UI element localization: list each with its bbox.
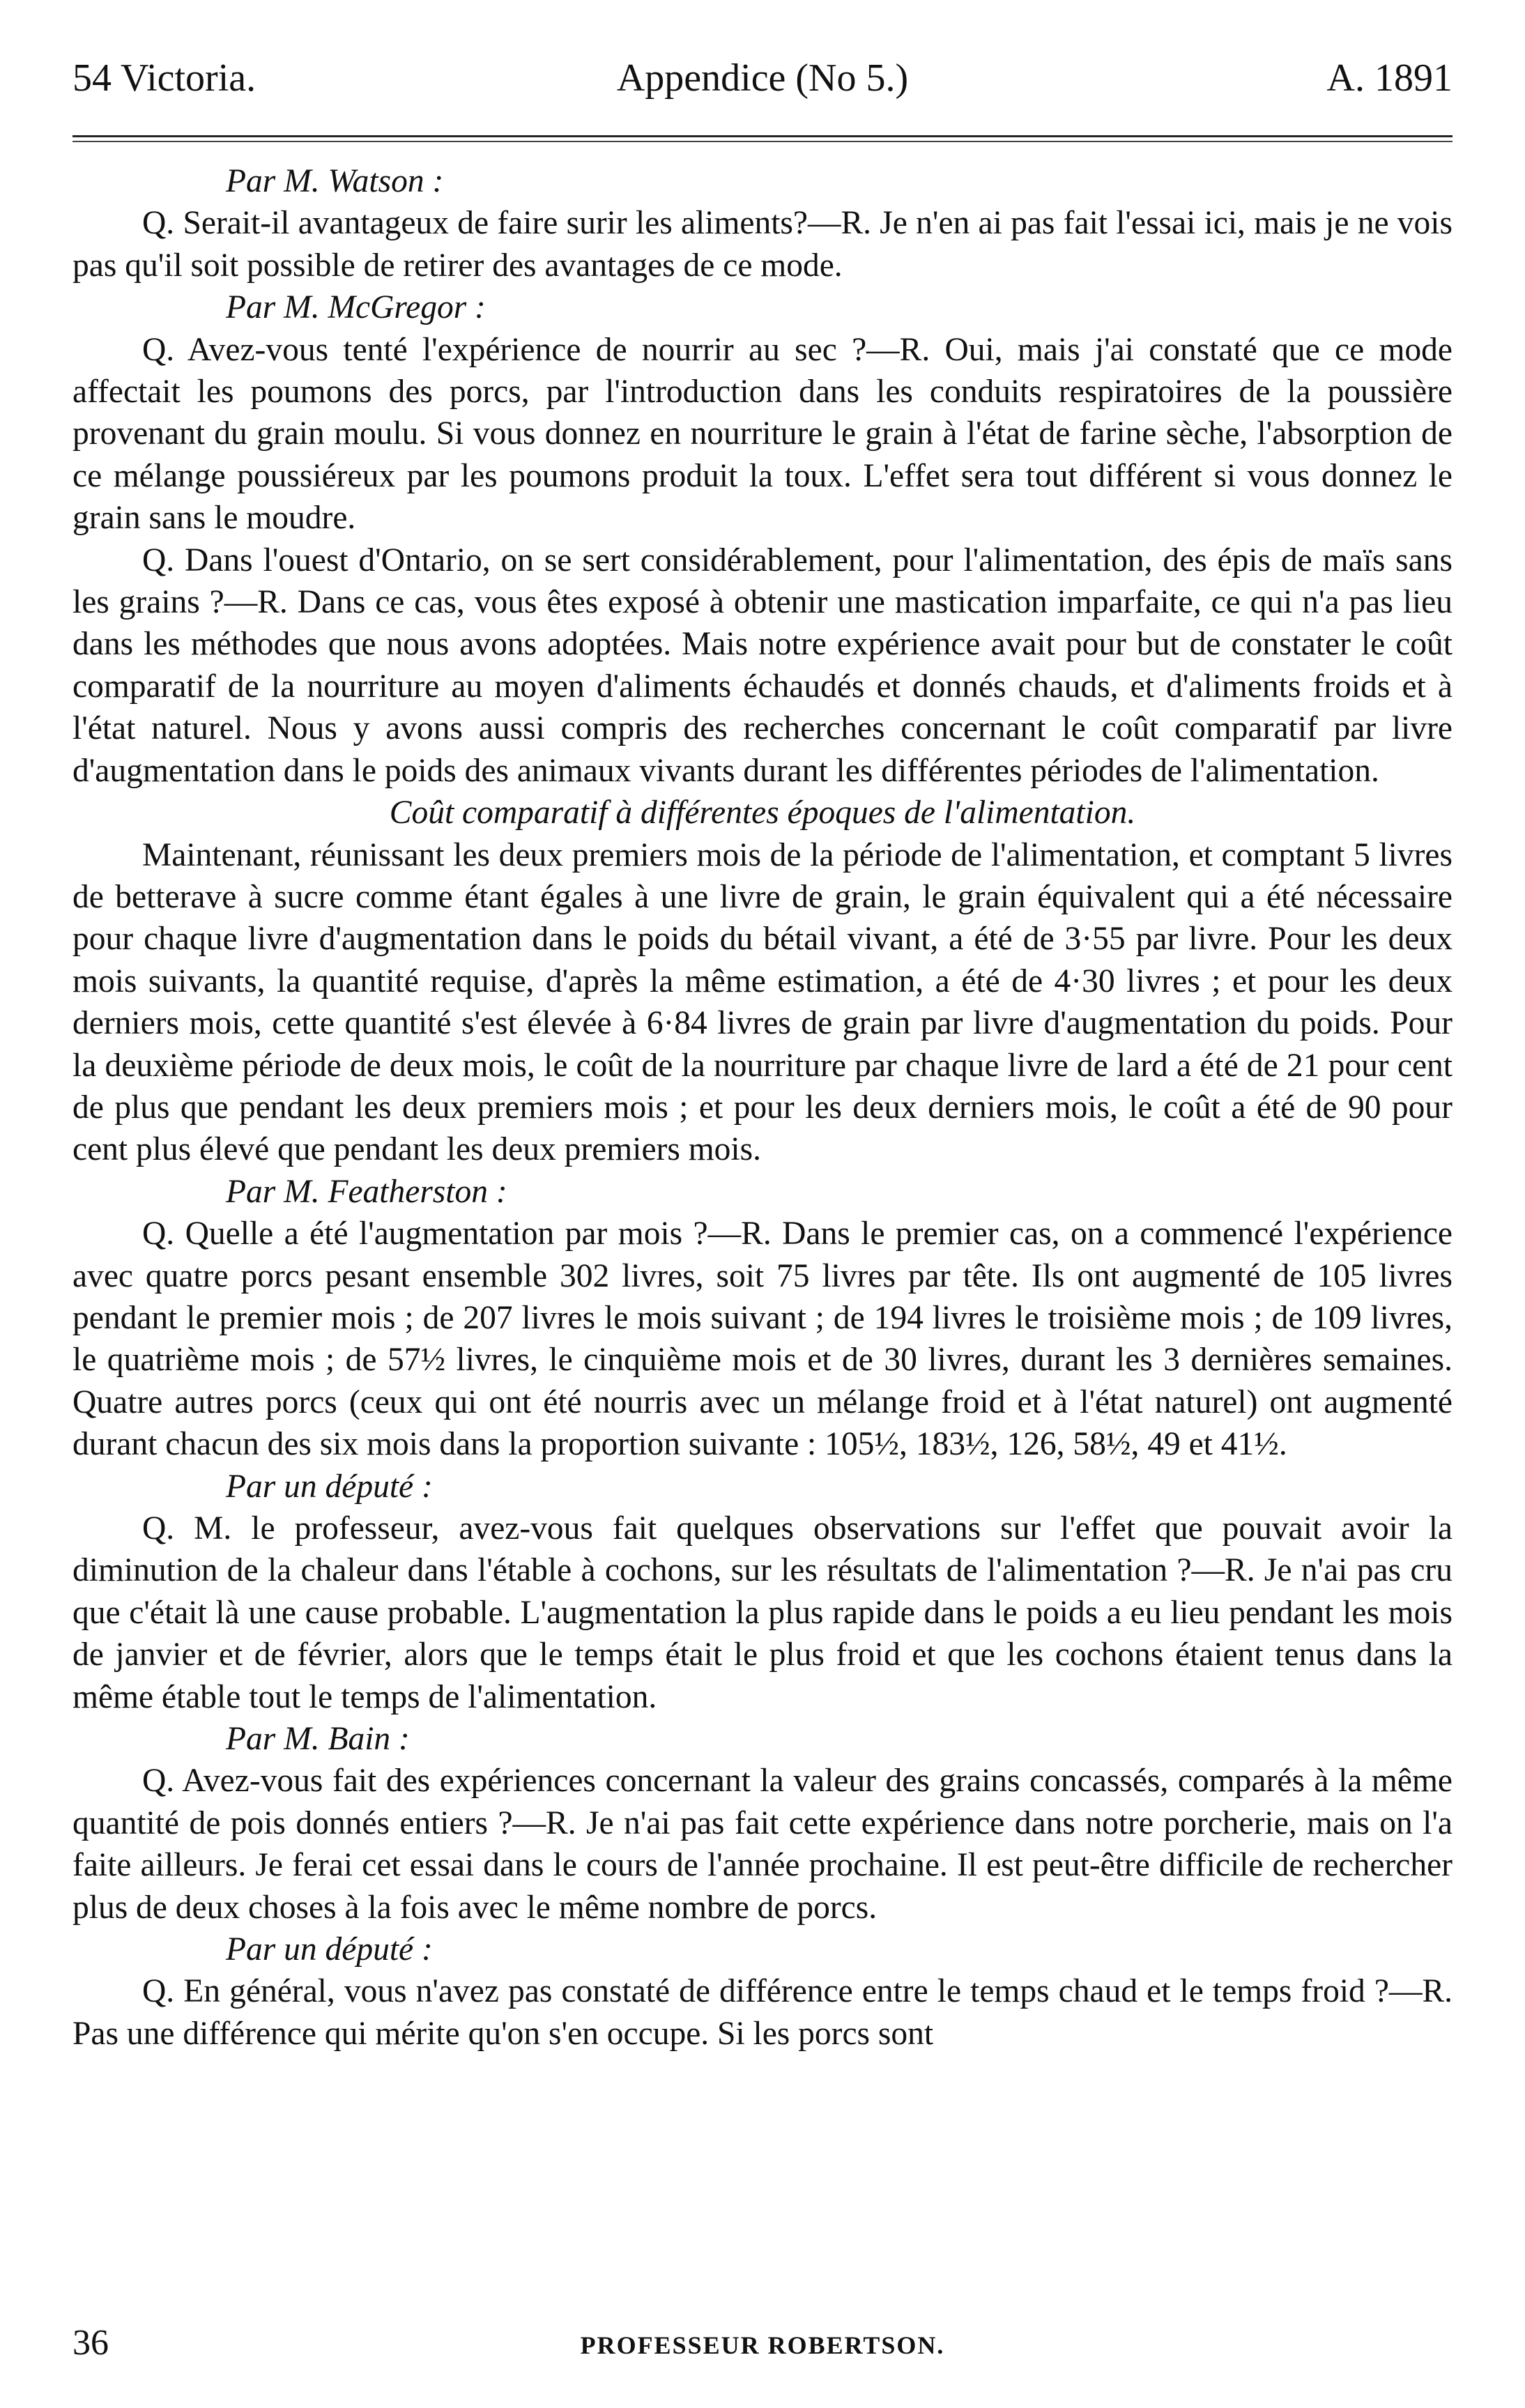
header-rule (72, 135, 1453, 137)
paragraph: Q. Avez-vous fait des expériences concernant la valeur des grains concassés, comparés à la même quantité de pois donnés entiers ?—R. Je n'ai pas fait cette expérience dans notre porcherie, mais on l'a faite ailleurs. Je ferai cet essai dans le cours de l'année prochaine. Il est peut-être difficile de rechercher plus de deux choses à la fois avec le même nombre de porcs. (72, 1763, 1453, 1926)
paragraph: Q. Quelle a été l'augmentation par mois ?—R. Dans le premier cas, on a commencé l'expérience avec quatre porcs pesant ensemble 302 livres, soit 75 livres par tête. Ils ont augmenté de 105 livres pendant le premier mois ; de 207 livres le mois suivant ; de 194 livres le troisième mois ; de 109 livres, le quatrième mois ; de 57½ livres, le cinquième mois et de 30 livres, durant les 3 dernières semaines. Quatre autres porcs (ceux qui ont été nourris avec un mélange froid et à l'état naturel) ont augmenté durant chacun des six mois dans la proportion suivante : 105½, 183½, 126, 58½, 49 et 41½. (72, 1215, 1453, 1463)
header-rule-secondary (72, 141, 1453, 142)
paragraph: Q. M. le professeur, avez-vous fait quelques observations sur l'effet que pouvait avoir la diminution de la chaleur dans l'étable à cochons, sur les résultats de l'alimentation ?—R. Je n'ai pas cru que c'était là une cause probable. L'augmentation la plus rapide dans le poids a eu lieu pendant les mois de janvier et de février, alors que le temps était le plus froid et que les cochons étaient tenus dans la même étable tout le temps de l'alimentation. (72, 1510, 1453, 1715)
paragraph: Q. En général, vous n'avez pas constaté de différence entre le temps chaud et le temps froid ?—R. Pas une différence qui mérite qu'on s'en occupe. Si les porcs sont (72, 1973, 1453, 2052)
footer-title: PROFESSEUR ROBERTSON. (580, 2331, 945, 2359)
paragraph: Q. Avez-vous tenté l'expérience de nourrir au sec ?—R. Oui, mais j'ai constaté que ce mode affectait les poumons des porcs, par l'introduction dans les conduits respiratoires de la poussière provenant du grain moulu. Si vous donnez en nourriture le grain à l'état de farine sèche, l'absorption de ce mélange poussiéreux par les poumons produit la toux. L'effet sera tout différent si vous donnez le grain sans le moudre. (72, 331, 1453, 537)
speaker-line: Par M. Bain : (226, 1721, 410, 1758)
speaker-line: Par M. Watson : (226, 163, 444, 199)
speaker-line: Par un député : (226, 1931, 433, 1968)
header-left: 54 Victoria. (72, 56, 256, 100)
header-center: Appendice (No 5.) (616, 56, 909, 100)
speaker-line: Par M. Featherston : (226, 1173, 507, 1210)
page-number: 36 (72, 2323, 109, 2363)
running-header (72, 49, 1453, 112)
document-body (72, 160, 1453, 2055)
paragraph: Maintenant, réunissant les deux premiers mois de la période de l'alimentation, et comptant 5 livres de betterave à sucre comme étant égales à une livre de grain, le grain équivalent qui a été nécessaire pour chaque livre d'augmentation dans le poids du bétail vivant, a été de 3·55 par livre. Pour les deux mois suivants, la quantité requise, d'après la même estimation, a été de 4·30 livres ; et pour les deux derniers mois, cette quantité s'est élevée à 6·84 livres de grain par livre d'augmentation du poids. Pour la deuxième période de deux mois, le coût de la nourriture par chaque livre de lard a été de 21 pour cent de plus que pendant les deux premiers mois ; et pour les deux derniers mois, le coût a été de 90 pour cent plus élevé que pendant les deux premiers mois. (72, 836, 1453, 1168)
header-right: A. 1891 (1326, 56, 1453, 100)
speaker-line: Par un député : (226, 1468, 433, 1505)
page-footer (72, 2322, 1453, 2364)
speaker-line: Par M. McGregor : (226, 289, 486, 326)
document-page (72, 49, 1453, 2377)
section-heading: Coût comparatif à différentes époques de l'alimentation. (389, 795, 1136, 831)
paragraph: Q. Serait-il avantageux de faire surir les aliments?—R. Je n'en ai pas fait l'essai ici, mais je ne vois pas qu'il soit possible de retirer des avantages de ce mode. (72, 205, 1453, 284)
paragraph: Q. Dans l'ouest d'Ontario, on se sert considérablement, pour l'alimentation, des épis de maïs sans les grains ?—R. Dans ce cas, vous êtes exposé à obtenir une mastication imparfaite, ce qui n'a pas lieu dans les méthodes que nous avons adoptées. Mais notre expérience avait pour but de constater le coût comparatif de la nourriture au moyen d'aliments échaudés et donnés chauds, et d'aliments froids et à l'état naturel. Nous y avons aussi compris des recherches concernant le coût comparatif par livre d'augmentation dans le poids des animaux vivants durant les différentes périodes de l'alimentation. (72, 542, 1453, 789)
